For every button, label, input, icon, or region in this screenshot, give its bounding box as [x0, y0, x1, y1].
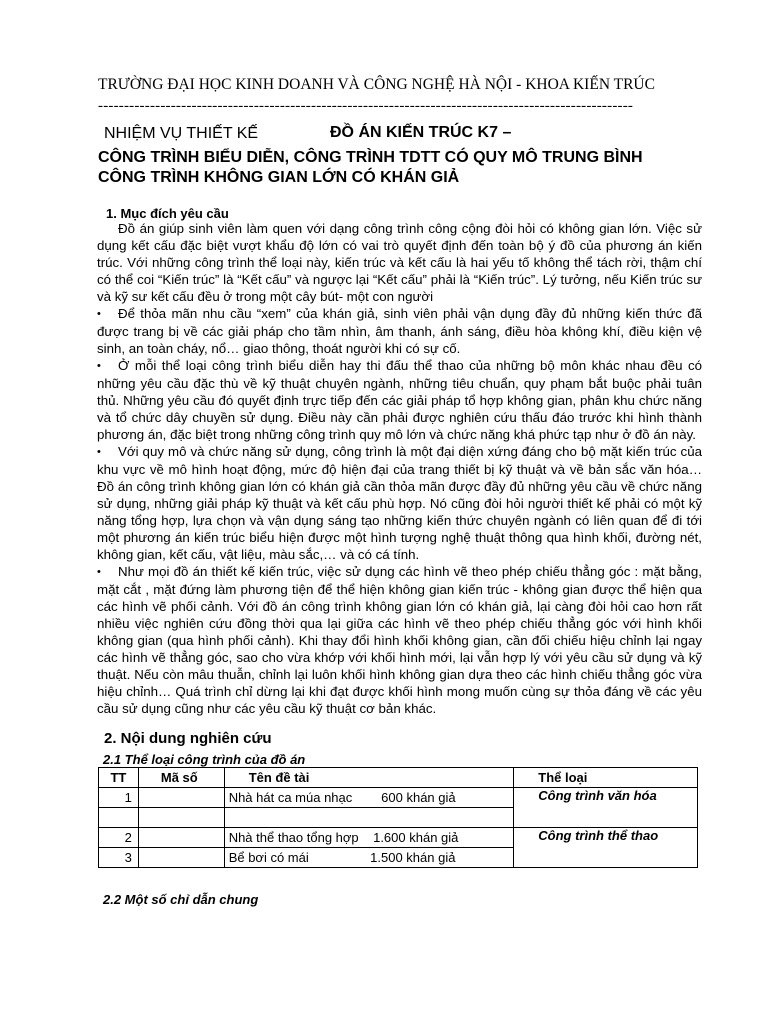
cell-name: Nhà hát ca múa nhạc 600 khán giả — [224, 788, 514, 808]
cell-code — [138, 828, 224, 848]
school-header: TRƯỜNG ĐẠI HỌC KINH DOANH VÀ CÔNG NGHỆ HÀ NỘI - KHOA KIẾN TRÚC — [98, 76, 655, 93]
project-title-line1: CÔNG TRÌNH BIỂU DIỄN, CÔNG TRÌNH TDTT CÓ QUY MÔ TRUNG BÌNH — [98, 149, 643, 166]
subsection-heading-2-2: 2.2 Một số chỉ dẫn chung — [103, 892, 259, 907]
header-name: Tên đề tài — [224, 768, 514, 788]
project-title-line2: CÔNG TRÌNH KHÔNG GIAN LỚN CÓ KHÁN GIẢ — [98, 169, 460, 186]
table-row — [99, 828, 698, 848]
cell-tt: 2 — [99, 828, 139, 848]
bullet-paragraph: • Ở mỗi thể loại công trình biểu diễn hay thi đấu thể thao của những bộ môn khác nhau đều có những yêu cầu đặc thù về kỹ thuật chuyên ngành, những tiêu chuẩn, quy phạm bắt buộc phải tuân thủ. Những yêu cầu đó quyết định trực tiếp đến các giải pháp tổ hợp không gian, phân khu chức năng và tổ chức dây chuyền sử dụng. Điều này cần phải được nghiên cứu thấu đáo trước khi hình thành phương án, đặc biệt trong những công trình quy mô lớn và chức năng khá phức tạp như ở đồ án này. — [97, 358, 702, 442]
cell-empty — [224, 808, 514, 828]
paragraph: Đồ án giúp sinh viên làm quen với dạng công trình công cộng đòi hỏi có không gian lớn. Việc sử dụng kết cấu đặc biệt vượt khẩu độ lớn có vai trò quyết định đến toàn bộ ý đồ của phương án kiến trúc. Với những công trình thể loại này, kiến trúc và kết cấu là hai yếu tố không thể tách rời, thậm chí có thể coi “Kiến trúc” là “Kết cấu” và ngược lại “Kết cấu” phải là “Kiến trúc”. Lý tưởng, nếu Kiến trúc sư và kỹ sư kết cấu đều ở trong một cây bút- một con người — [97, 221, 702, 304]
bullet-icon: • — [97, 446, 101, 458]
bullet-paragraph: • Với quy mô và chức năng sử dụng, công trình là một đại diện xứng đáng cho bộ mặt kiến trúc của khu vực về mô hình hoạt động, mức độ hiện đại của trang thiết bị kỹ thuật và về bản sắc văn hóa… Đồ án công trình không gian lớn có khán giả cần thỏa mãn được đầy đủ những yêu cầu về chức năng sử dụng, những giải pháp kỹ thuật và kết cấu phù hợp. Nó cũng đòi hỏi người thiết kế phải có một kỹ năng tổng hợp, lựa chọn và vận dụng sáng tạo những kiến thức chuyên ngành có liên quan để đi tới một phương án kiến trúc biểu hiện được một hình tượng nghệ thuật thông qua hình khối, đường nét, không gian, kết cấu, vật liệu, màu sắc,… và có cá tính. — [97, 444, 702, 562]
cell-empty — [99, 808, 139, 828]
cell-type: Công trình văn hóa — [514, 788, 698, 828]
subsection-heading-2-1: 2.1 Thể loại công trình của đồ án — [103, 752, 306, 767]
table-header-row — [99, 768, 698, 788]
section-heading-1: 1. Mục đích yêu cầu — [106, 206, 229, 221]
bullet-paragraph: • Như mọi đồ án thiết kế kiến trúc, việc sử dụng các hình vẽ theo phép chiếu thẳng góc : mặt bằng, mặt cắt , mặt đứng làm phương tiện để thể hiện không gian kiến trúc - không gian được thể hiện qua các hình vẽ phối cảnh. Với đồ án công trình không gian lớn có khán giả, lại càng đòi hỏi cao hơn rất nhiều việc nghiên cứu đồng thời qua lại giữa các hình vẽ theo phép chiếu thẳng góc với hình khối không gian (qua hình phối cảnh). Khi thay đổi hình khối không gian, cần đối chiếu hiệu chỉnh lại ngay các hình vẽ thẳng góc, sao cho vừa khớp với khối hình mới, lại vẫn hợp lý với yêu cầu sử dụng và kỹ thuật. Nếu còn mâu thuẫn, chỉnh lại luôn khối hình không gian dựa theo các hình chiếu thẳng góc vừa hiệu chỉnh… Quá trình chỉ dừng lại khi đạt được khối hình mong muốn cùng sự thỏa đáng về các yêu cầu sử dụng cũng như các yêu cầu kỹ thuật cơ bản khác. — [97, 564, 702, 716]
section-heading-2: 2. Nội dung nghiên cứu — [104, 730, 272, 747]
separator-line: ------------------------------------------------------------------------------------------------------- — [98, 98, 634, 114]
course-title: ĐỒ ÁN KIẾN TRÚC K7 – — [330, 124, 512, 141]
table-row — [99, 788, 698, 808]
header-code: Mã số — [138, 768, 224, 788]
cell-type: Công trình thể thao — [514, 828, 698, 868]
bullet-icon: • — [97, 308, 101, 320]
cell-code — [138, 848, 224, 868]
cell-empty — [138, 808, 224, 828]
body-text — [97, 220, 702, 717]
bullet-icon: • — [97, 566, 101, 578]
cell-name: Nhà thể thao tổng hợp 1.600 khán giả — [224, 828, 514, 848]
cell-tt: 1 — [99, 788, 139, 808]
cell-code — [138, 788, 224, 808]
cell-tt: 3 — [99, 848, 139, 868]
cell-name: Bể bơi có mái 1.500 khán giả — [224, 848, 514, 868]
bullet-icon: • — [97, 360, 101, 372]
task-label: NHIỆM VỤ THIẾT KẾ — [104, 125, 259, 142]
bullet-paragraph: • Để thỏa mãn nhu cầu “xem” của khán giả, sinh viên phải vận dụng đầy đủ những kiến thức đã được trang bị về các giải pháp cho tầm nhìn, âm thanh, ánh sáng, điều hòa không khí, điều kiện vệ sinh, an toàn cháy, nổ… giao thông, thoát người khi có sự cố. — [97, 306, 702, 356]
header-tt: TT — [99, 768, 139, 788]
project-table — [98, 767, 698, 868]
header-type: Thể loại — [514, 768, 698, 788]
